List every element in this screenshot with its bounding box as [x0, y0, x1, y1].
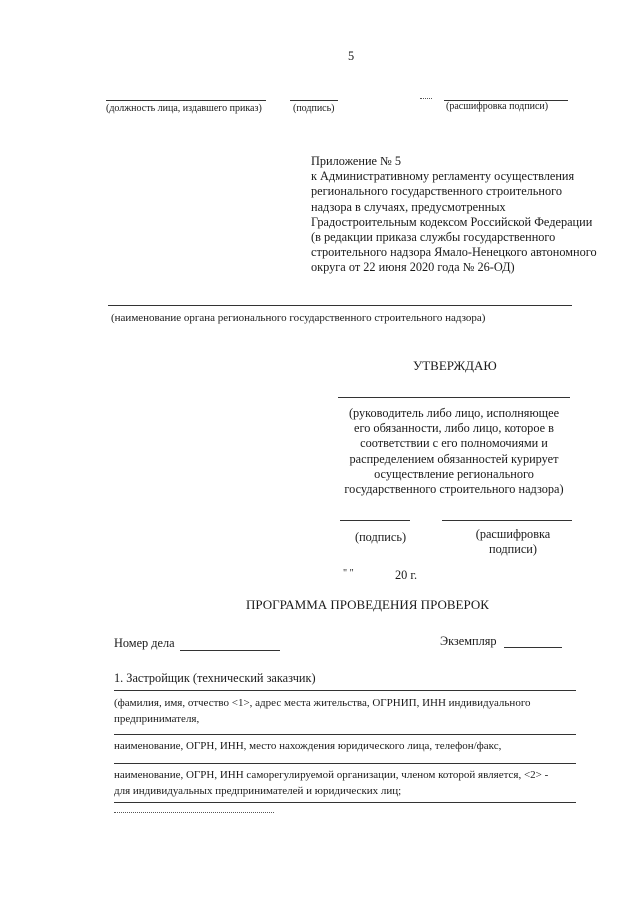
case-number-label: Номер дела	[114, 636, 175, 650]
appendix-line: Приложение № 5	[311, 154, 402, 168]
appendix-block	[311, 154, 597, 276]
date-quotes: " "	[343, 568, 354, 579]
sro-line-1: наименование, ОГРН, ИНН саморегулируемой организации, членом которой является, <2> -	[114, 769, 549, 781]
signature-dot-line	[420, 98, 432, 99]
position-line	[106, 100, 266, 101]
sro-line-2: для индивидуальных предпринимателей и юридических лиц;	[114, 785, 402, 797]
approver-description	[330, 406, 578, 497]
approver-line-text: (руководитель либо лицо, исполняющее	[348, 406, 560, 420]
program-title: ПРОГРАММА ПРОВЕДЕНИЯ ПРОВЕРОК	[246, 597, 489, 612]
approver-signature-line	[340, 520, 410, 521]
approver-line-text: распределением обязанностей курирует	[349, 451, 559, 466]
page-number: 5	[348, 49, 355, 63]
signature-line	[290, 100, 338, 101]
individual-line-1: (фамилия, имя, отчество <1>, адрес места жительства, ОГРНИП, ИНН индивидуального	[114, 697, 531, 709]
appendix-line: регионального государственного строительного	[311, 184, 563, 199]
approver-signature-label: (подпись)	[355, 530, 407, 544]
position-label: (должность лица, издавшего приказ)	[106, 103, 262, 114]
approve-title: УТВЕРЖДАЮ	[413, 358, 497, 373]
authority-label: (наименование органа регионального государственного строительного надзора)	[111, 312, 486, 324]
signature-label: (подпись)	[293, 103, 335, 114]
approver-line-text: соответствии с его полномочиями и	[360, 436, 548, 451]
approver-line-text: осуществление регионального	[374, 466, 534, 481]
approver-line-text: государственного строительного надзора)	[344, 482, 564, 497]
section1-line-4	[114, 802, 576, 803]
date-year: 20 г.	[395, 568, 418, 582]
section1-line-3	[114, 763, 576, 764]
approver-transcript-label: (расшифровка подписи)	[475, 527, 551, 556]
appendix-line: Градостроительным кодексом Российской Федерации	[311, 214, 593, 229]
case-number-line	[180, 650, 280, 651]
individual-line-2: предпринимателя,	[114, 713, 200, 725]
transcript-label: (расшифровка подписи)	[446, 101, 549, 112]
appendix-line: округа от 22 июня 2020 года № 26-ОД)	[311, 260, 515, 275]
copy-label: Экземпляр	[440, 634, 497, 648]
appendix-line: к Административному регламенту осуществления	[311, 169, 575, 184]
authority-line	[108, 305, 572, 306]
section1-line-2	[114, 734, 576, 735]
section1-heading: 1. Застройщик (технический заказчик)	[114, 671, 316, 685]
appendix-line: (в редакции приказа службы государственного	[311, 230, 556, 245]
section1-line-5	[114, 812, 274, 813]
approver-line	[338, 397, 570, 398]
legal-entity-line: наименование, ОГРН, ИНН, место нахождения юридического лица, телефон/факс,	[114, 740, 502, 752]
section1-line-1	[114, 690, 576, 691]
approver-line-text: его обязанности, либо лицо, которое в	[354, 421, 554, 436]
appendix-line: строительного надзора Ямало-Ненецкого автономного	[311, 245, 597, 260]
appendix-line: надзора в случаях, предусмотренных	[311, 199, 506, 214]
copy-line	[504, 647, 562, 648]
approver-transcript-line	[442, 520, 572, 521]
